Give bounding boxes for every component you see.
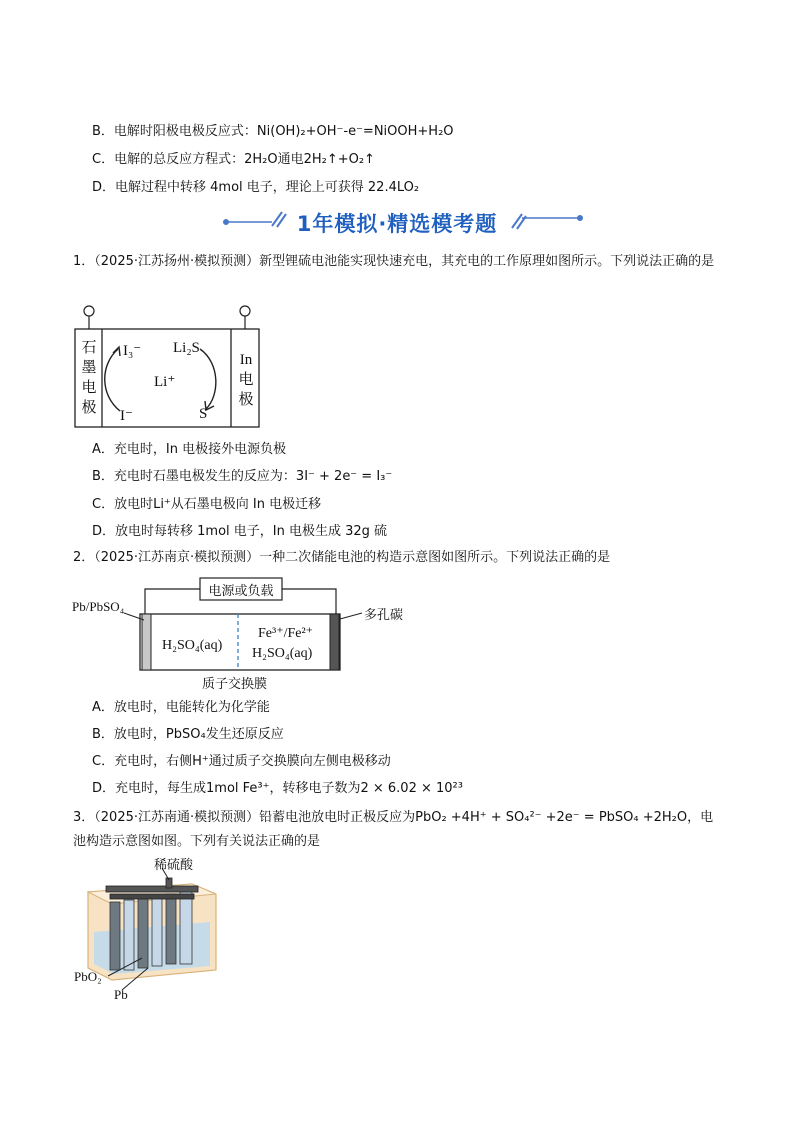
q2-option-c: C．充电时，右侧H⁺通过质子交换膜向左侧电极移动 <box>92 754 391 769</box>
option-b: B．电解时阳极电极反应式：Ni(OH)₂+OH⁻-e⁻=NiOOH+H₂O <box>92 124 454 139</box>
q1-label-li-ion: Li⁺ <box>154 374 176 390</box>
section-title: 1年模拟·精选模考题 <box>296 212 498 236</box>
q3-figure <box>70 858 230 1007</box>
q1-figure <box>72 305 262 429</box>
q1-right-char-2: 电 <box>238 372 254 388</box>
q1-option-c: C．放电时Li⁺从石墨电极向 In 电极迁移 <box>92 497 322 512</box>
q1-left-char-3: 电 <box>81 380 97 396</box>
question-1-stem: 1．（2025·江苏扬州·模拟预测）新型锂硫电池能实现快速充电，其充电的工作原理如图所示。下列说法正确的是 <box>73 254 715 269</box>
question-3-stem: 3．（2025·江苏南通·模拟预测）铅蓄电池放电时正极反应为PbO₂ +4H⁺ + SO₄²⁻ +2e⁻ = PbSO₄ +2H₂O，电池构造示意图如图。下列有关说法正确的是 <box>73 810 714 849</box>
q1-option-d: D．放电时每转移 1mol 电子，In 电极生成 32g 硫 <box>92 524 388 539</box>
question-2-stem: 2．（2025·江苏南京·模拟预测）一种二次储能电池的构造示意图如图所示。下列说法正确的是 <box>73 550 611 565</box>
q3-pb-label: Pb <box>114 987 128 1002</box>
q2-option-d: D．充电时，每生成1mol Fe³⁺，转移电子数为2 × 6.02 × 10²³ <box>92 781 463 796</box>
q2-figure <box>72 573 472 693</box>
q2-right-electrode-label: 多孔碳 <box>364 608 404 623</box>
q1-label-iodide: I⁻ <box>120 408 133 424</box>
q2-load-label: 电源或负载 <box>208 584 274 599</box>
q1-option-a: A．充电时，In 电极接外电源负极 <box>92 442 287 457</box>
q2-left-electrode-label: Pb/PbSO₄ <box>72 599 125 614</box>
q1-left-char-4: 极 <box>81 400 97 416</box>
q2-membrane-label: 质子交换膜 <box>202 677 268 692</box>
q2-option-b: B．放电时，PbSO₄发生还原反应 <box>92 727 284 742</box>
option-c: C．电解的总反应方程式：2H₂O通电2H₂↑+O₂↑ <box>92 152 375 167</box>
q1-right-char-3: 极 <box>238 392 254 408</box>
q1-label-s: S <box>199 406 208 422</box>
q1-left-char-1: 石 <box>81 340 97 356</box>
q2-left-solution: H₂SO₄(aq) <box>162 638 223 653</box>
q1-label-li2s: Li₂S <box>173 340 200 356</box>
q2-right-solution-ions: Fe³⁺/Fe²⁺ <box>258 626 314 641</box>
q1-option-b: B．充电时石墨电极发生的反应为：3I⁻ + 2e⁻ = I₃⁻ <box>92 469 393 484</box>
q3-acid-label: 稀硫酸 <box>154 858 194 873</box>
q1-label-i3: I₃⁻ <box>123 343 142 359</box>
q2-option-a: A．放电时，电能转化为化学能 <box>92 700 270 715</box>
q3-pbo2-label: PbO₂ <box>74 969 102 984</box>
option-d: D．电解过程中转移 4mol 电子，理论上可获得 22.4LO₂ <box>92 180 420 195</box>
q1-left-char-2: 墨 <box>81 360 97 376</box>
q2-right-solution-acid: H₂SO₄(aq) <box>252 646 313 661</box>
q1-right-char-1: In <box>239 352 253 368</box>
